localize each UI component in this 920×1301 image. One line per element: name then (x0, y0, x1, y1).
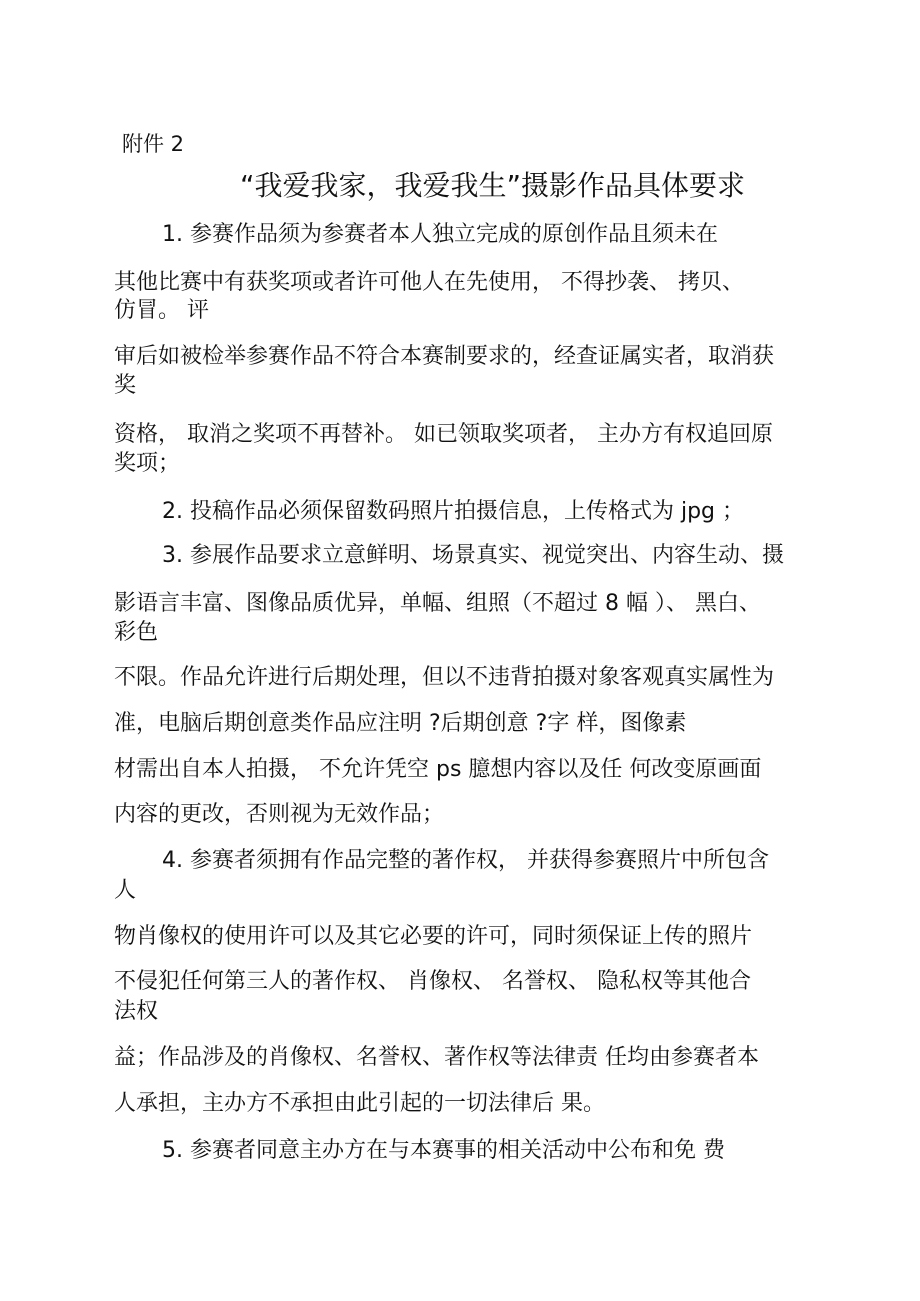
text-line: 其他比赛中有获奖项或者许可他人在先使用， 不得抄袭、 拷贝、 (114, 270, 744, 295)
text-line: 法权 (114, 999, 159, 1024)
text-line: 奖 (114, 373, 137, 398)
text-line: 审后如被检举参赛作品不符合本赛制要求的，经查证属实者，取消获 (114, 344, 775, 369)
text-line: 5. 参赛者同意主办方在与本赛事的相关活动中公布和免 费 (162, 1138, 725, 1163)
text-line: 彩色 (114, 620, 159, 645)
text-line: 内容的更改，否则视为无效作品； (114, 802, 445, 827)
text-line: 影语言丰富、图像品质优异，单幅、组照（不超过 8 幅 ）、 黑白、 (114, 591, 761, 616)
text-line: 资格， 取消之奖项不再替补。 如已领取奖项者， 主办方有权追回原 (114, 422, 773, 447)
text-line: 材需出自本人拍摄， 不允许凭空 ps 臆想内容以及任 何改变原画面 (114, 757, 762, 782)
text-line: 2. 投稿作品必须保留数码照片拍摄信息，上传格式为 jpg ； (162, 499, 745, 524)
text-line: 4. 参赛者须拥有作品完整的著作权， 并获得参赛照片中所包含 (162, 848, 769, 873)
text-line: 益；作品涉及的肖像权、名誉权、著作权等法律责 任均由参赛者本 (114, 1045, 759, 1070)
text-line: 人承担，主办方不承担由此引起的一切法律后 果。 (114, 1091, 605, 1116)
text-line: 不侵犯任何第三人的著作权、 肖像权、 名誉权、 隐私权等其他合 (114, 969, 751, 994)
text-line: 1. 参赛作品须为参赛者本人独立完成的原创作品且须未在 (162, 222, 718, 247)
text-line: 奖项； (114, 451, 181, 476)
text-line: 人 (114, 878, 137, 903)
text-line: 3. 参展作品要求立意鲜明、场景真实、视觉突出、内容生动、摄 (162, 543, 784, 568)
text-line: 不限。作品允许进行后期处理，但以不违背拍摄对象客观真实属性为 (114, 665, 775, 690)
text-line: 仿冒。 评 (114, 298, 209, 323)
document-title: “我爱我家，我爱我生”摄影作品具体要求 (240, 169, 746, 202)
text-line: 准，电脑后期创意类作品应注明 ?后期创意 ?字 样，图像素 (114, 711, 687, 736)
attachment-label: 附件 2 (122, 132, 185, 156)
text-line: 物肖像权的使用许可以及其它必要的许可，同时须保证上传的照片 (114, 924, 753, 949)
